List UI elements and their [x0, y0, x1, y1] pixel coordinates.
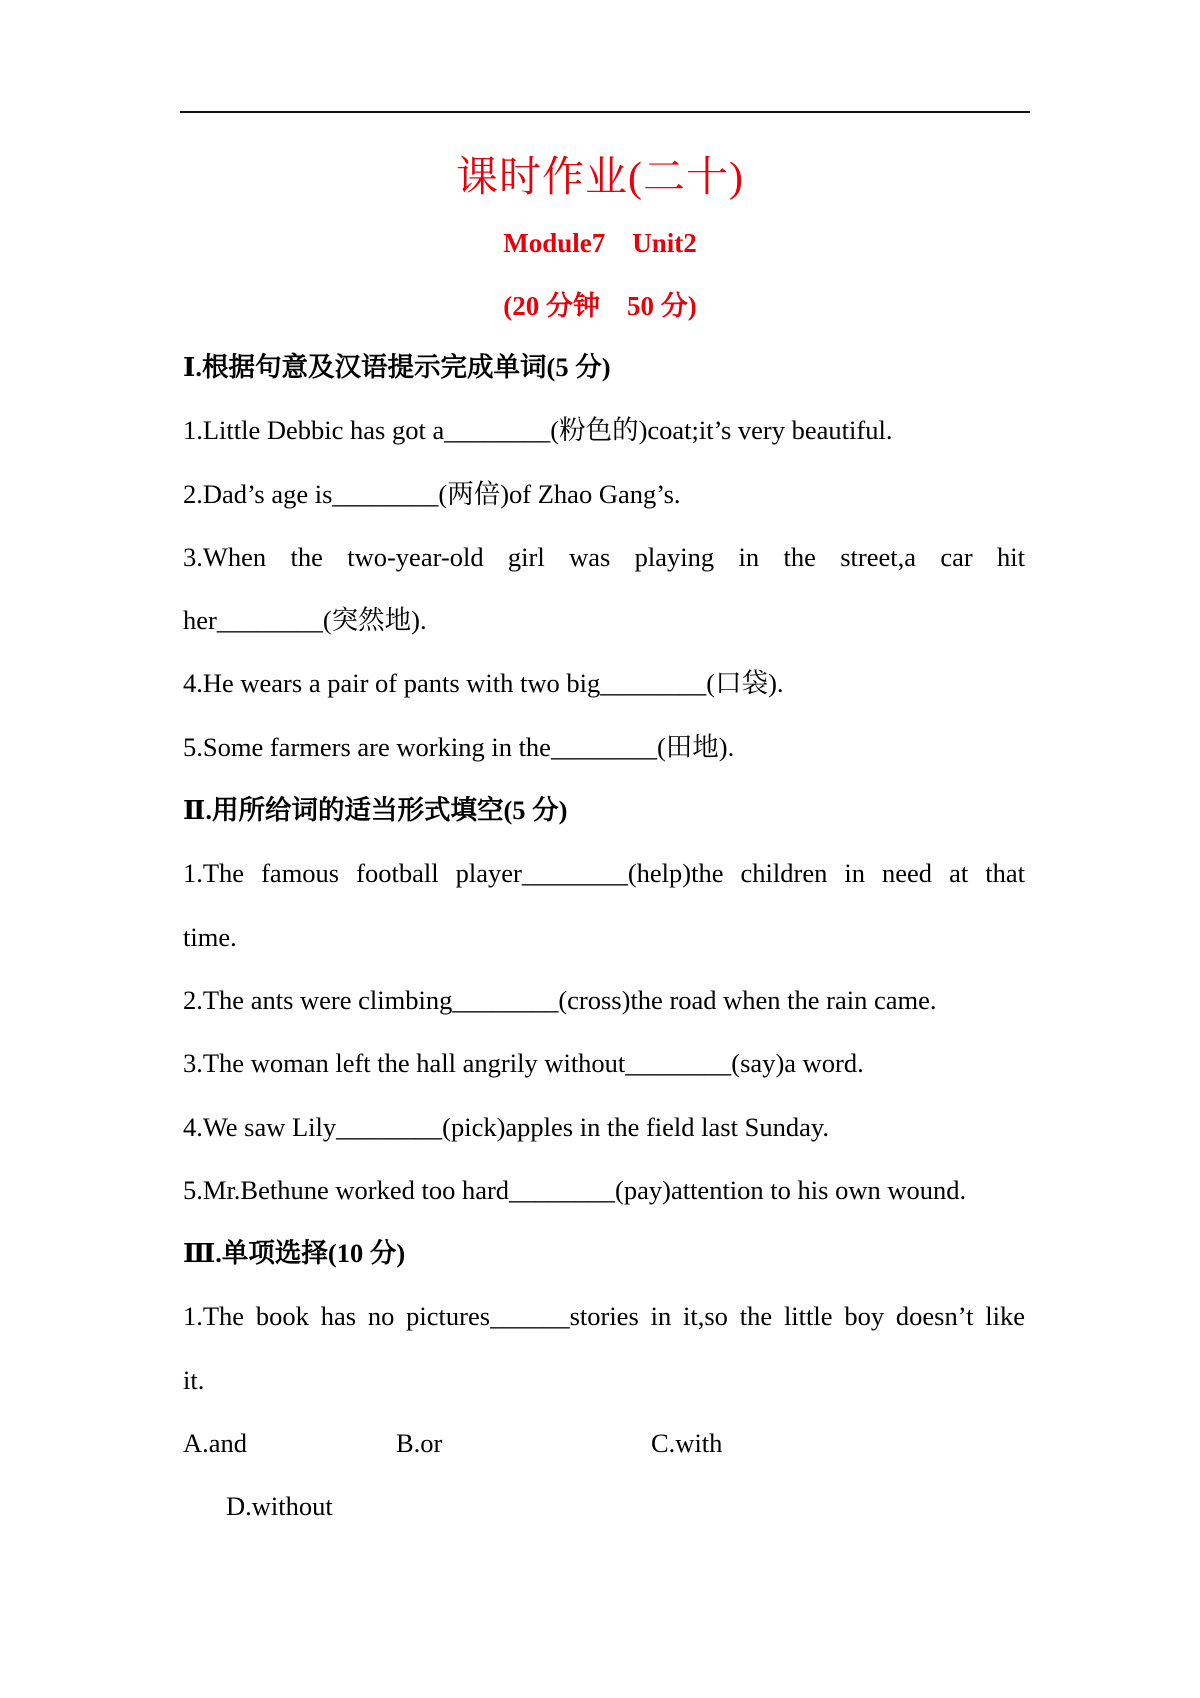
time-score-info: (20 分钟 50 分): [503, 291, 697, 321]
option-b: B.or: [396, 1428, 443, 1459]
option-c: C.with: [651, 1428, 723, 1459]
question-text: 3.When the two-year-old girl was playing in the street,a car hit: [183, 541, 1025, 572]
module-unit-subtitle: Module7 Unit2: [503, 228, 697, 258]
section-2-heading: Ⅱ.用所给词的适当形式填空(5 分): [183, 795, 568, 826]
option-a: A.and: [183, 1428, 248, 1459]
option-d: D.without: [226, 1491, 333, 1522]
header-rule: [180, 111, 1030, 113]
question-text: 5.Some farmers are working in the________(田地).: [183, 731, 735, 762]
question-text: her________(突然地).: [183, 605, 427, 636]
question-text: 1.The famous football player________(help)the children in need at that: [183, 858, 1025, 889]
answer-options: [183, 1412, 1025, 1475]
question-text: 3.The woman left the hall angrily without________(say)a word.: [183, 1048, 864, 1079]
section-3-heading: Ⅲ.单项选择(10 分): [183, 1238, 406, 1269]
exercise-body: [183, 336, 1025, 1539]
section-1-heading: Ⅰ.根据句意及汉语提示完成单词(5 分): [183, 352, 611, 382]
question-text: 5.Mr.Bethune worked too hard________(pay)attention to his own wound.: [183, 1174, 967, 1205]
question-text: 4.We saw Lily________(pick)apples in the field last Sunday.: [183, 1111, 830, 1142]
question-text: 2.The ants were climbing________(cross)the road when the rain came.: [183, 984, 937, 1015]
question-text: time.: [183, 921, 237, 952]
page-title: 课时作业(二十): [456, 155, 744, 201]
question-text: 4.He wears a pair of pants with two big________(口袋).: [183, 668, 784, 699]
question-text: 2.Dad’s age is________(两倍)of Zhao Gang’s.: [183, 478, 681, 509]
question-text: it.: [183, 1364, 205, 1395]
question-text: 1.The book has no pictures______stories in it,so the little boy doesn’t like: [183, 1301, 1025, 1332]
question-text: 1.Little Debbic has got a________(粉色的)coat;it’s very beautiful.: [183, 415, 893, 446]
